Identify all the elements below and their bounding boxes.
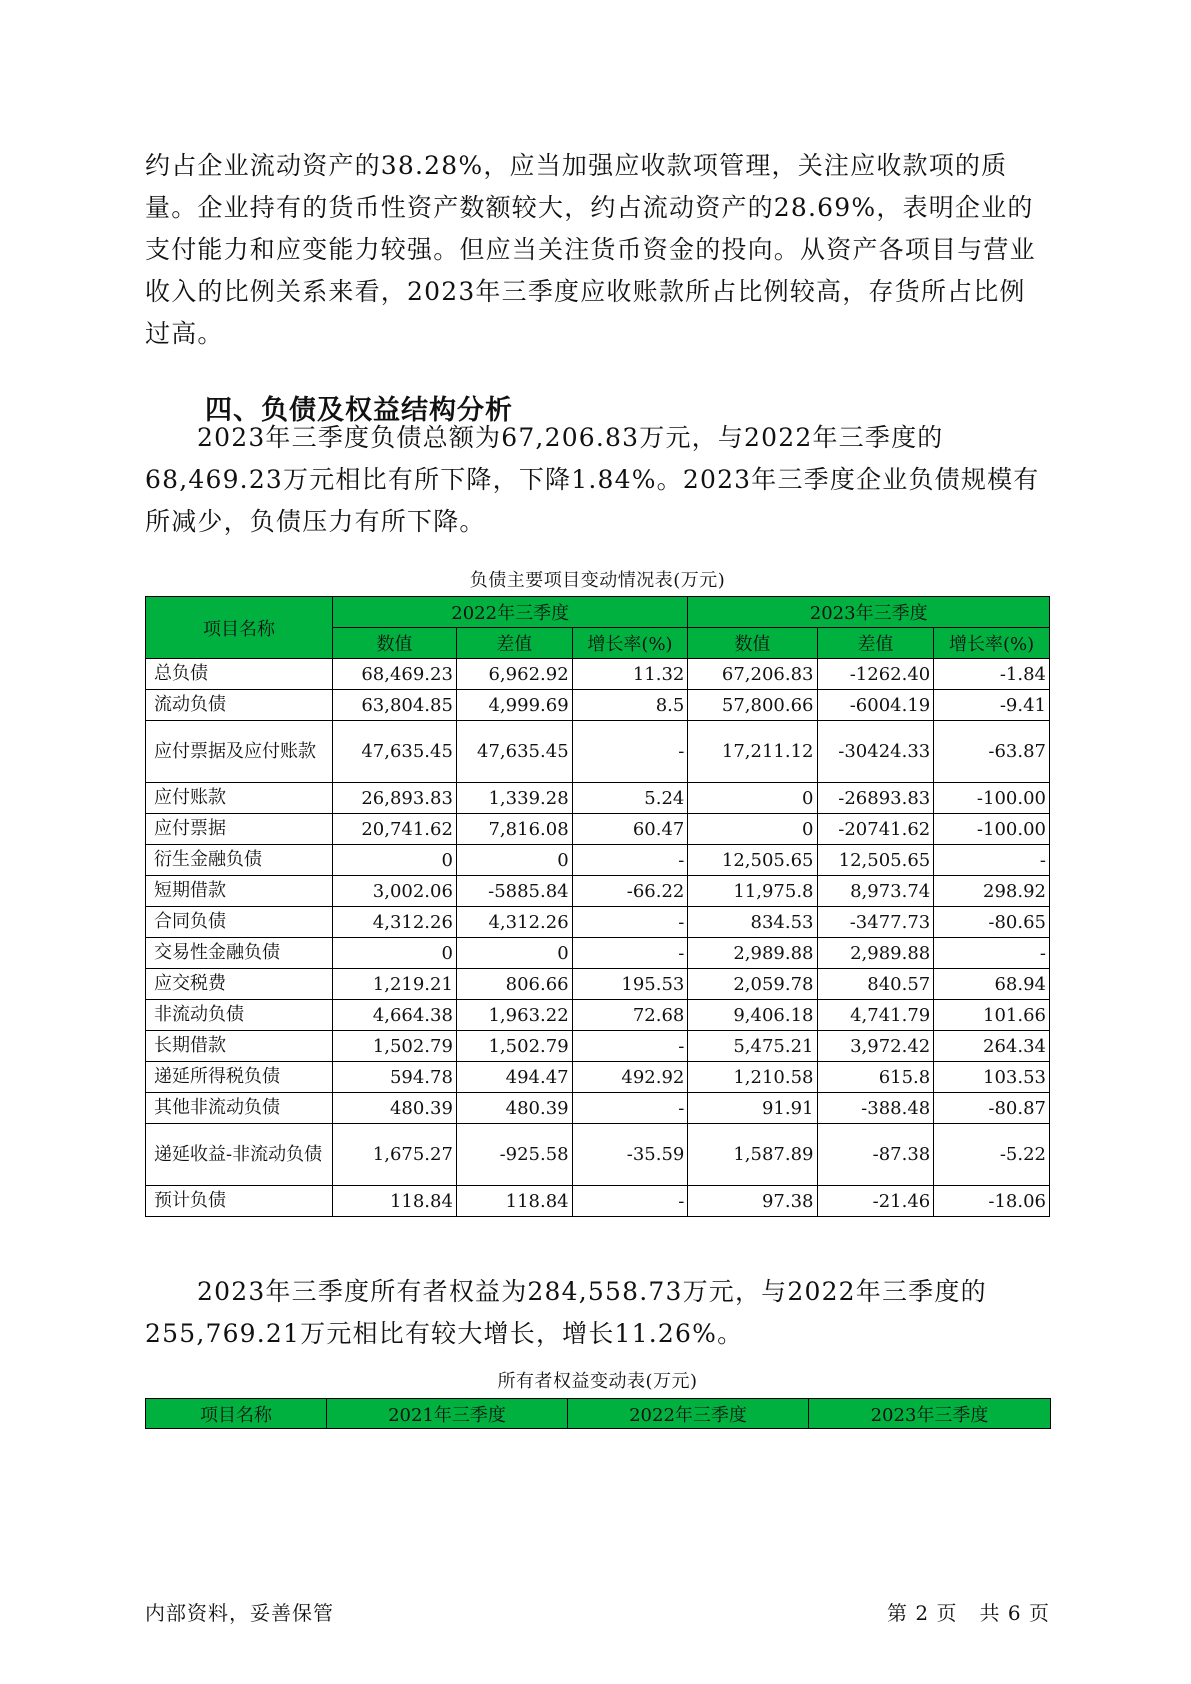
table-cell: 47,635.45	[332, 721, 456, 783]
table-cell: 0	[456, 938, 572, 969]
table-cell: 1,339.28	[456, 783, 572, 814]
table-cell: 1,587.89	[688, 1124, 817, 1186]
table-cell: 4,312.26	[456, 907, 572, 938]
paragraph-asset-analysis: 约占企业流动资产的38.28%，应当加强应收款项管理，关注应收款项的质量。企业持有的货币性资产数额较大，约占流动资产的28.69%，表明企业的支付能力和应变能力较强。但应当关注货币资金的投向。从资产各项目与营业收入的比例关系来看，2023年三季度应收账款所占比例较高，存货所占比例过高。	[145, 151, 1036, 348]
table-row	[146, 721, 1050, 783]
table-cell: -100.00	[934, 783, 1050, 814]
row-label: 长期借款	[146, 1031, 333, 1062]
row-label: 短期借款	[146, 876, 333, 907]
header-period-2022: 2022年三季度	[332, 597, 687, 628]
table-cell: -	[572, 1186, 688, 1217]
table-cell: 91.91	[688, 1093, 817, 1124]
table-cell: 57,800.66	[688, 690, 817, 721]
table-cell: -80.65	[934, 907, 1050, 938]
table-cell: -	[572, 1093, 688, 1124]
table-cell: 834.53	[688, 907, 817, 938]
table-cell: -63.87	[934, 721, 1050, 783]
table-row	[146, 845, 1050, 876]
table-cell: 1,219.21	[332, 969, 456, 1000]
table-cell: -1.84	[934, 659, 1050, 690]
table-cell: -	[572, 1031, 688, 1062]
row-label: 交易性金融负债	[146, 938, 333, 969]
table-cell: -21.46	[817, 1186, 934, 1217]
paragraph-equity-summary: 2023年三季度所有者权益为284,558.73万元，与2022年三季度的255,769.21万元相比有较大增长，增长11.26%。	[145, 1277, 987, 1348]
table-cell: -20741.62	[817, 814, 934, 845]
table-cell: -18.06	[934, 1186, 1050, 1217]
row-label: 应交税费	[146, 969, 333, 1000]
table-cell: 11.32	[572, 659, 688, 690]
table-row	[146, 1000, 1050, 1031]
table-cell: -	[572, 845, 688, 876]
table-row	[146, 907, 1050, 938]
table-cell: 494.47	[456, 1062, 572, 1093]
table-cell: 97.38	[688, 1186, 817, 1217]
table-cell: 0	[332, 845, 456, 876]
table-cell: 1,502.79	[456, 1031, 572, 1062]
row-label: 应付票据及应付账款	[146, 721, 333, 783]
table-cell: -	[934, 845, 1050, 876]
row-label: 衍生金融负债	[146, 845, 333, 876]
table-cell: 5.24	[572, 783, 688, 814]
table-cell: 4,664.38	[332, 1000, 456, 1031]
table-cell: 5,475.21	[688, 1031, 817, 1062]
table-cell: 26,893.83	[332, 783, 456, 814]
table-cell: -	[572, 907, 688, 938]
footer-confidential: 内部资料，妥善保管	[145, 1601, 334, 1625]
table-cell: 68,469.23	[332, 659, 456, 690]
subheader-value: 数值	[688, 628, 817, 659]
subheader-diff: 差值	[817, 628, 934, 659]
table-row	[146, 938, 1050, 969]
table-cell: 195.53	[572, 969, 688, 1000]
table-cell: 0	[688, 814, 817, 845]
row-label: 合同负债	[146, 907, 333, 938]
table-cell: 594.78	[332, 1062, 456, 1093]
subheader-growth: 增长率(%)	[572, 628, 688, 659]
row-label: 应付账款	[146, 783, 333, 814]
table-cell: 806.66	[456, 969, 572, 1000]
table-row	[146, 783, 1050, 814]
table-cell: -925.58	[456, 1124, 572, 1186]
table-cell: -35.59	[572, 1124, 688, 1186]
table-cell: -30424.33	[817, 721, 934, 783]
table-cell: 1,210.58	[688, 1062, 817, 1093]
table-row	[146, 1186, 1050, 1217]
table-cell: 103.53	[934, 1062, 1050, 1093]
table-cell: 3,972.42	[817, 1031, 934, 1062]
table-cell: 4,741.79	[817, 1000, 934, 1031]
table-row	[146, 814, 1050, 845]
table-cell: -87.38	[817, 1124, 934, 1186]
section-heading: 四、负债及权益结构分析	[205, 395, 513, 426]
table-cell: 63,804.85	[332, 690, 456, 721]
equity-header-2023: 2023年三季度	[809, 1399, 1051, 1429]
header-item-name: 项目名称	[146, 597, 333, 659]
table-cell: -388.48	[817, 1093, 934, 1124]
table-cell: -5885.84	[456, 876, 572, 907]
table-cell: -	[572, 938, 688, 969]
table-cell: 118.84	[456, 1186, 572, 1217]
table-row	[146, 876, 1050, 907]
table-row	[146, 1093, 1050, 1124]
table-cell: 492.92	[572, 1062, 688, 1093]
table-cell: 480.39	[332, 1093, 456, 1124]
row-label: 流动负债	[146, 690, 333, 721]
table-cell: 2,059.78	[688, 969, 817, 1000]
table-cell: -3477.73	[817, 907, 934, 938]
liability-table-caption: 负债主要项目变动情况表(万元)	[469, 570, 726, 591]
table-cell: 1,963.22	[456, 1000, 572, 1031]
table-cell: 101.66	[934, 1000, 1050, 1031]
equity-table	[145, 1398, 1051, 1429]
table-row	[146, 690, 1050, 721]
table-cell: -6004.19	[817, 690, 934, 721]
footer-page-number: 第 2 页 共 6 页	[887, 1601, 1050, 1625]
subheader-diff: 差值	[456, 628, 572, 659]
table-cell: 17,211.12	[688, 721, 817, 783]
table-cell: 2,989.88	[817, 938, 934, 969]
table-cell: 3,002.06	[332, 876, 456, 907]
table-cell: 840.57	[817, 969, 934, 1000]
table-cell: 118.84	[332, 1186, 456, 1217]
row-label: 应付票据	[146, 814, 333, 845]
table-cell: 7,816.08	[456, 814, 572, 845]
table-cell: 480.39	[456, 1093, 572, 1124]
equity-header-2022: 2022年三季度	[568, 1399, 809, 1429]
subheader-value: 数值	[332, 628, 456, 659]
table-cell: 8.5	[572, 690, 688, 721]
table-cell: 11,975.8	[688, 876, 817, 907]
table-cell: -5.22	[934, 1124, 1050, 1186]
table-cell: -1262.40	[817, 659, 934, 690]
table-cell: 2,989.88	[688, 938, 817, 969]
table-cell: 4,999.69	[456, 690, 572, 721]
table-cell: 8,973.74	[817, 876, 934, 907]
subheader-growth: 增长率(%)	[934, 628, 1050, 659]
table-cell: -26893.83	[817, 783, 934, 814]
row-label: 预计负债	[146, 1186, 333, 1217]
table-cell: 72.68	[572, 1000, 688, 1031]
table-cell: 298.92	[934, 876, 1050, 907]
row-label: 其他非流动负债	[146, 1093, 333, 1124]
table-row	[146, 1062, 1050, 1093]
table-cell: -100.00	[934, 814, 1050, 845]
table-cell: 60.47	[572, 814, 688, 845]
table-cell: 264.34	[934, 1031, 1050, 1062]
table-row	[146, 659, 1050, 690]
liability-table	[145, 596, 1050, 1217]
table-cell: 47,635.45	[456, 721, 572, 783]
table-cell: 68.94	[934, 969, 1050, 1000]
table-row	[146, 1124, 1050, 1186]
table-cell: 0	[332, 938, 456, 969]
table-cell: 615.8	[817, 1062, 934, 1093]
row-label: 总负债	[146, 659, 333, 690]
equity-header-2021: 2021年三季度	[327, 1399, 568, 1429]
table-cell: 1,675.27	[332, 1124, 456, 1186]
table-cell: -66.22	[572, 876, 688, 907]
table-cell: 1,502.79	[332, 1031, 456, 1062]
table-cell: 12,505.65	[817, 845, 934, 876]
table-cell: 6,962.92	[456, 659, 572, 690]
table-row	[146, 969, 1050, 1000]
table-cell: -9.41	[934, 690, 1050, 721]
table-cell: 9,406.18	[688, 1000, 817, 1031]
table-cell: -80.87	[934, 1093, 1050, 1124]
table-cell: 0	[688, 783, 817, 814]
table-cell: 67,206.83	[688, 659, 817, 690]
table-cell: 4,312.26	[332, 907, 456, 938]
table-cell: 0	[456, 845, 572, 876]
equity-table-caption: 所有者权益变动表(万元)	[497, 1371, 698, 1392]
row-label: 递延所得税负债	[146, 1062, 333, 1093]
table-cell: -	[934, 938, 1050, 969]
header-period-2023: 2023年三季度	[688, 597, 1050, 628]
table-cell: 20,741.62	[332, 814, 456, 845]
paragraph-liability-summary: 2023年三季度负债总额为67,206.83万元，与2022年三季度的68,469.23万元相比有所下降，下降1.84%。2023年三季度企业负债规模有所减少，负债压力有所下降。	[145, 423, 1040, 536]
table-cell: 12,505.65	[688, 845, 817, 876]
row-label: 递延收益-非流动负债	[146, 1124, 333, 1186]
equity-header-item: 项目名称	[146, 1399, 327, 1429]
row-label: 非流动负债	[146, 1000, 333, 1031]
table-cell: -	[572, 721, 688, 783]
table-row	[146, 1031, 1050, 1062]
